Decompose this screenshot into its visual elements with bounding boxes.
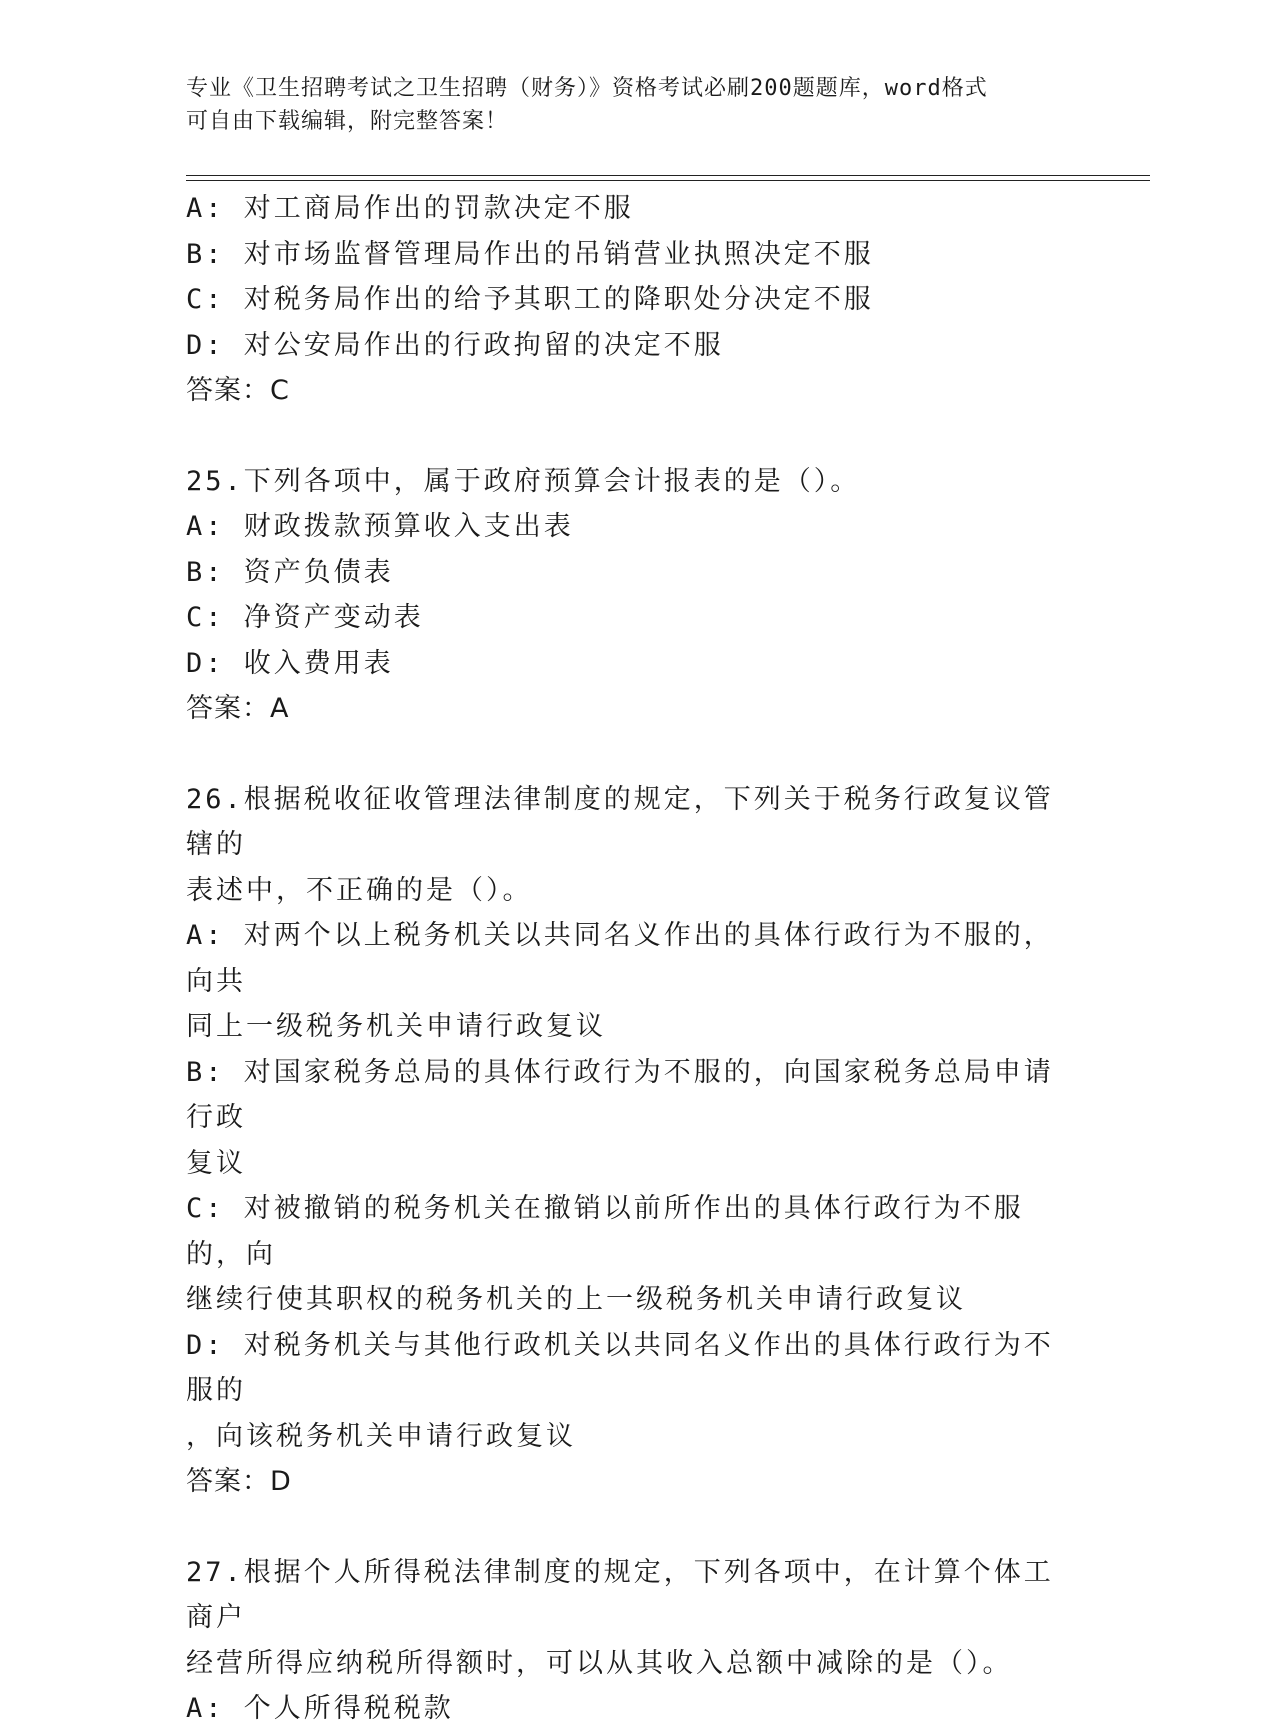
q24-option-b: B: 对市场监督管理局作出的吊销营业执照决定不服 (186, 238, 874, 270)
q26-option-c-line-1: C: 对被撤销的税务机关在撤销以前所作出的具体行政行为不服的，向 (186, 1193, 1024, 1270)
spacer (186, 1505, 1076, 1550)
q26-question-line-2: 表述中，不正确的是（）。 (186, 874, 533, 906)
q27-question-line-2: 经营所得应纳税所得额时，可以从其收入总额中减除的是（）。 (186, 1647, 1013, 1679)
q25-answer: 答案：A (186, 693, 290, 724)
q26-option-d-line-1: D: 对税务机关与其他行政机关以共同名义作出的具体行政行为不服的 (186, 1329, 1054, 1406)
q26-option-b-line-2: 复议 (186, 1147, 246, 1179)
q25-option-b: B: 资产负债表 (186, 556, 394, 588)
q26-answer: 答案：D (186, 1466, 292, 1497)
q25-question: 25.下列各项中，属于政府预算会计报表的是（）。 (186, 465, 861, 497)
q27-question-line-1: 27.根据个人所得税法律制度的规定，下列各项中，在计算个体工商户 (186, 1556, 1054, 1633)
document-body (186, 186, 1076, 1732)
question-27-block (186, 1550, 1076, 1732)
header-divider-top (186, 175, 1150, 176)
q26-question-line-1: 26.根据税收征收管理法律制度的规定，下列关于税务行政复议管辖的 (186, 783, 1054, 860)
document-header (186, 72, 1066, 138)
q24-option-c: C: 对税务局作出的给予其职工的降职处分决定不服 (186, 284, 874, 315)
q26-option-d-line-2: ，向该税务机关申请行政复议 (186, 1420, 576, 1452)
spacer (186, 414, 1076, 459)
question-24-block (186, 186, 1076, 414)
q24-option-d: D: 对公安局作出的行政拘留的决定不服 (186, 329, 724, 361)
q25-option-d: D: 收入费用表 (186, 647, 394, 679)
header-divider-bottom (186, 180, 1150, 181)
q26-option-a-line-2: 同上一级税务机关申请行政复议 (186, 1011, 606, 1042)
q24-answer: 答案：C (186, 375, 290, 406)
question-25-block (186, 459, 1076, 732)
q25-option-c: C: 净资产变动表 (186, 602, 424, 633)
q26-option-a-line-1: A: 对两个以上税务机关以共同名义作出的具体行政行为不服的，向共 (186, 920, 1054, 997)
q27-option-a: A: 个人所得税税款 (186, 1693, 454, 1724)
question-26-block (186, 777, 1076, 1505)
spacer (186, 732, 1076, 777)
header-line-2: 可自由下载编辑，附完整答案！ (186, 109, 509, 134)
header-line-1: 专业《卫生招聘考试之卫生招聘（财务）》资格考试必刷200题题库，word格式 (186, 76, 988, 101)
q26-option-c-line-2: 继续行使其职权的税务机关的上一级税务机关申请行政复议 (186, 1284, 966, 1315)
q26-option-b-line-1: B: 对国家税务总局的具体行政行为不服的，向国家税务总局申请行政 (186, 1056, 1054, 1133)
q25-option-a: A: 财政拨款预算收入支出表 (186, 511, 574, 542)
q24-option-a: A: 对工商局作出的罚款决定不服 (186, 193, 634, 224)
